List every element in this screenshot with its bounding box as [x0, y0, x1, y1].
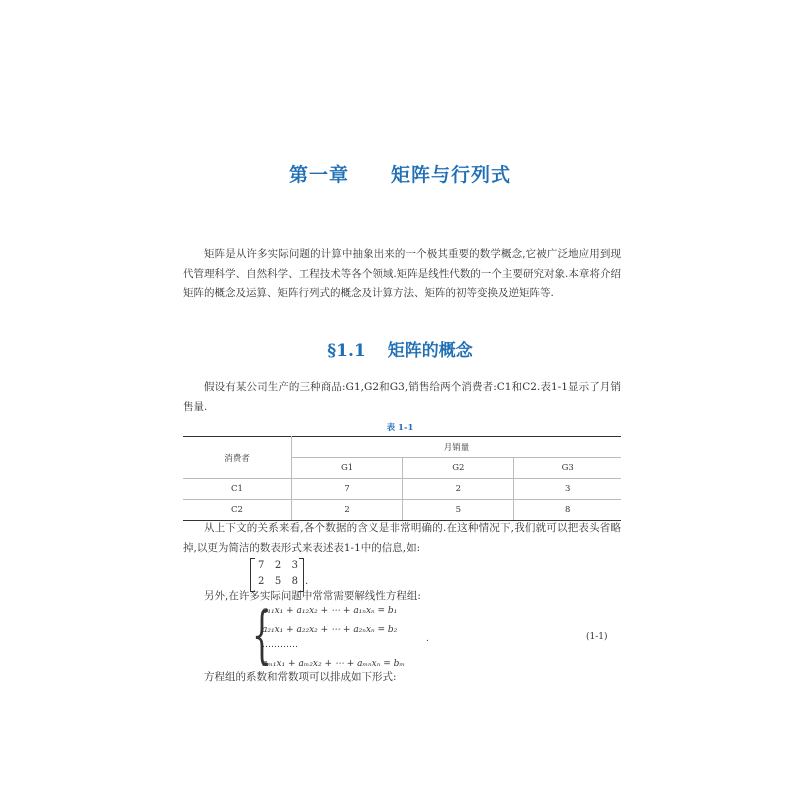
table-row — [183, 479, 621, 500]
matrix-entry: 3 — [291, 560, 298, 571]
sales-header: 月销量 — [292, 437, 622, 458]
matrix-row — [258, 576, 298, 587]
matrix-entry: 7 — [258, 560, 265, 571]
product-header: G3 — [514, 458, 621, 479]
value-cell: 8 — [514, 500, 621, 521]
consumer-header: 消费者 — [183, 437, 292, 479]
paragraph-2: 从上下文的关系来看,各个数据的含义是非常明确的.在这种情况下,我们就可以把表头省略掉,以更为简洁的数表形式来表述表1-1中的信息,如: — [183, 522, 621, 554]
matrix-row — [258, 560, 298, 571]
value-cell: 7 — [292, 479, 403, 500]
section-number: §1.1 — [327, 341, 366, 361]
section-heading — [0, 336, 800, 361]
value-cell: 2 — [292, 500, 403, 521]
matrix-period: . — [305, 576, 309, 587]
product-header: G2 — [403, 458, 514, 479]
table-row — [183, 500, 621, 521]
sales-table — [183, 436, 621, 521]
matrix-entry: 2 — [258, 576, 265, 587]
matrix-entry: 2 — [274, 560, 282, 571]
chapter-heading — [0, 160, 800, 187]
paragraph-3: 另外,在许多实际问题中常常需要解线性方程组: — [204, 590, 421, 602]
consumer-cell: C2 — [183, 500, 292, 521]
left-brace: { — [252, 598, 272, 671]
equation-ellipsis: ………… — [262, 640, 298, 650]
product-header: G1 — [292, 458, 403, 479]
chapter-title: 矩阵与行列式 — [391, 164, 512, 186]
chapter-number: 第一章 — [288, 164, 349, 186]
intro-paragraph: 矩阵是从许多实际问题的计算中抽象出来的一个极其重要的数学概念,它被广泛地应用到现代管理科学、自然科学、工程技术等各个领域.矩阵是线性代数的一个主要研究对象.本章将介绍矩阵的概念及运算、矩阵行列式的概念及计算方法、矩阵的初等变换及逆矩阵等. — [183, 248, 621, 299]
equation-line: aₘ₁x₁ + aₘ₂x₂ + ⋯ + aₘₙxₙ = bₘ — [262, 659, 405, 669]
paragraph-4: 方程组的系数和常数项可以排成如下形式: — [204, 671, 397, 683]
value-cell: 2 — [403, 479, 514, 500]
value-cell: 3 — [514, 479, 621, 500]
table-caption: 表 1-1 — [386, 423, 414, 433]
equation-line: a₁₁x₁ + a₁₂x₂ + ⋯ + a₁ₙxₙ = b₁ — [262, 606, 398, 616]
equation-number: (1-1) — [586, 632, 608, 642]
matrix-entry: 5 — [274, 576, 282, 587]
equation-line: a₂₁x₁ + a₂₂x₂ + ⋯ + a₂ₙxₙ = b₂ — [262, 625, 398, 635]
matrix-entry: 8 — [291, 576, 298, 587]
section-title: 矩阵的概念 — [387, 341, 473, 361]
paragraph-1: 假设有某公司生产的三种商品:G1,G2和G3,销售给两个消费者:C1和C2.表1-1显示了月销售量. — [183, 381, 621, 413]
equation-system — [252, 598, 452, 674]
equation-period: . — [426, 634, 429, 644]
consumer-cell: C1 — [183, 479, 292, 500]
value-cell: 5 — [403, 500, 514, 521]
